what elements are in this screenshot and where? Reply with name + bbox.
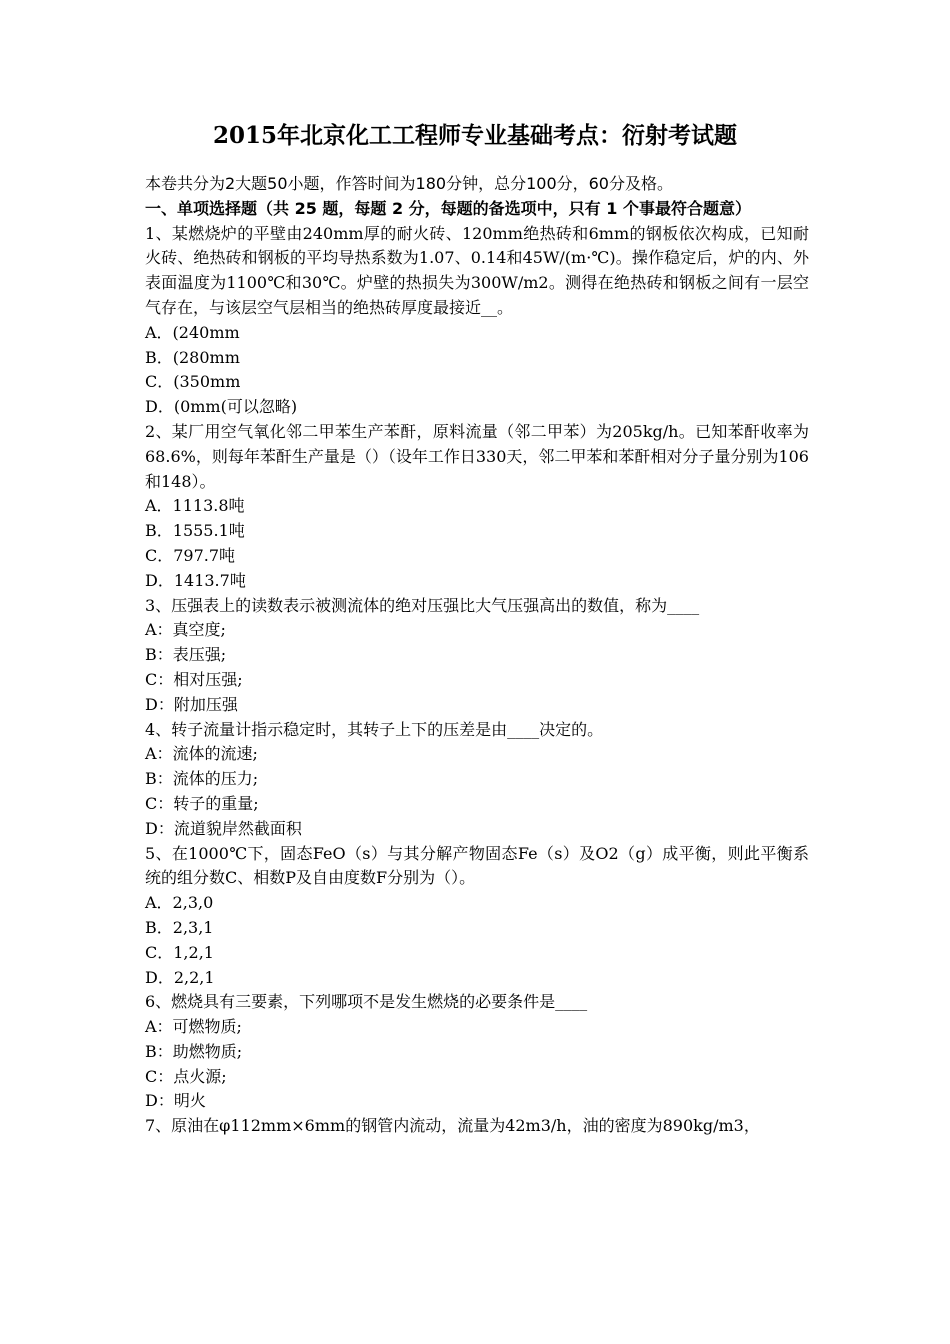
- question-stem: 5、在1000℃下，固态FeO（s）与其分解产物固态Fe（s）及O2（g）成平衡，则此平衡系统的组分数C、相数P及自由度数F分别为（）。: [145, 843, 809, 888]
- option-d: D：明火: [145, 1091, 206, 1111]
- option-d: D．1413.7吨: [145, 570, 246, 590]
- option-a: A：流体的流速;: [145, 744, 258, 764]
- question-4: [145, 718, 809, 842]
- option-b: B．1555.1吨: [145, 521, 245, 541]
- question-7: [145, 1114, 809, 1139]
- question-stem: 6、燃烧具有三要素，下列哪项不是发生燃烧的必要条件是____: [145, 992, 588, 1012]
- question-1: [145, 222, 809, 420]
- question-stem: 1、某燃烧炉的平壁由240mm厚的耐火砖、120mm绝热砖和6mm的钢板依次构成，已知耐火砖、绝热砖和钢板的平均导热系数为1.07、0.14和45W/(m·℃)。操作稳定后，炉的内、外表面温度为1100℃和30℃。炉壁的热损失为300W/m2。测得在绝热砖和钢板之间有一层空气存在，与该层空气层相当的绝热砖厚度最接近__。: [145, 223, 809, 317]
- section-heading: 一、单项选择题（共 25 题，每题 2 分，每题的备选项中，只有 1 个事最符合题意）: [145, 198, 751, 218]
- option-c: C：相对压强;: [145, 669, 243, 689]
- option-c: C．(350mm: [145, 372, 241, 392]
- question-stem: 3、压强表上的读数表示被测流体的绝对压强比大气压强高出的数值，称为____: [145, 595, 700, 615]
- option-b: B．(280mm: [145, 347, 240, 367]
- option-b: B：表压强;: [145, 645, 227, 665]
- option-b: B．2,3,1: [145, 917, 214, 937]
- option-d: D．2,2,1: [145, 967, 215, 987]
- option-a: A：真空度;: [145, 620, 226, 640]
- option-b: B：流体的压力;: [145, 769, 259, 789]
- question-stem: 4、转子流量计指示稳定时，其转子上下的压差是由____决定的。: [145, 719, 604, 739]
- question-6: [145, 990, 809, 1114]
- option-c: C．797.7吨: [145, 545, 236, 565]
- question-stem: 2、某厂用空气氧化邻二甲苯生产苯酐，原料流量（邻二甲苯）为205kg/h。已知苯酐收率为68.6%，则每年苯酐生产量是（）（设年工作日330天，邻二甲苯和苯酐相对分子量分别为106和148）。: [145, 421, 809, 491]
- exam-intro: 本卷共分为2大题50小题，作答时间为180分钟，总分100分，60分及格。: [145, 174, 673, 193]
- document-title: 2015年北京化工工程师专业基础考点：衍射考试题: [212, 122, 737, 149]
- option-a: A．1113.8吨: [145, 496, 245, 516]
- option-c: C：转子的重量;: [145, 793, 259, 813]
- document-body: [145, 172, 809, 1139]
- question-stem: 7、原油在φ112mm×6mm的钢管内流动，流量为42m3/h，油的密度为890kg/m3，: [145, 1116, 760, 1136]
- question-2: [145, 420, 809, 594]
- option-a: A．2,3,0: [145, 893, 214, 913]
- question-5: [145, 842, 809, 991]
- option-a: A：可燃物质;: [145, 1017, 242, 1037]
- option-d: D．(0mm(可以忽略): [145, 397, 298, 417]
- question-3: [145, 594, 809, 718]
- option-c: C：点火源;: [145, 1066, 227, 1086]
- option-d: D：流道貌岸然截面积: [145, 818, 302, 838]
- option-c: C．1,2,1: [145, 942, 214, 962]
- option-a: A．(240mm: [145, 322, 240, 342]
- option-d: D：附加压强: [145, 694, 238, 714]
- option-b: B：助燃物质;: [145, 1041, 243, 1061]
